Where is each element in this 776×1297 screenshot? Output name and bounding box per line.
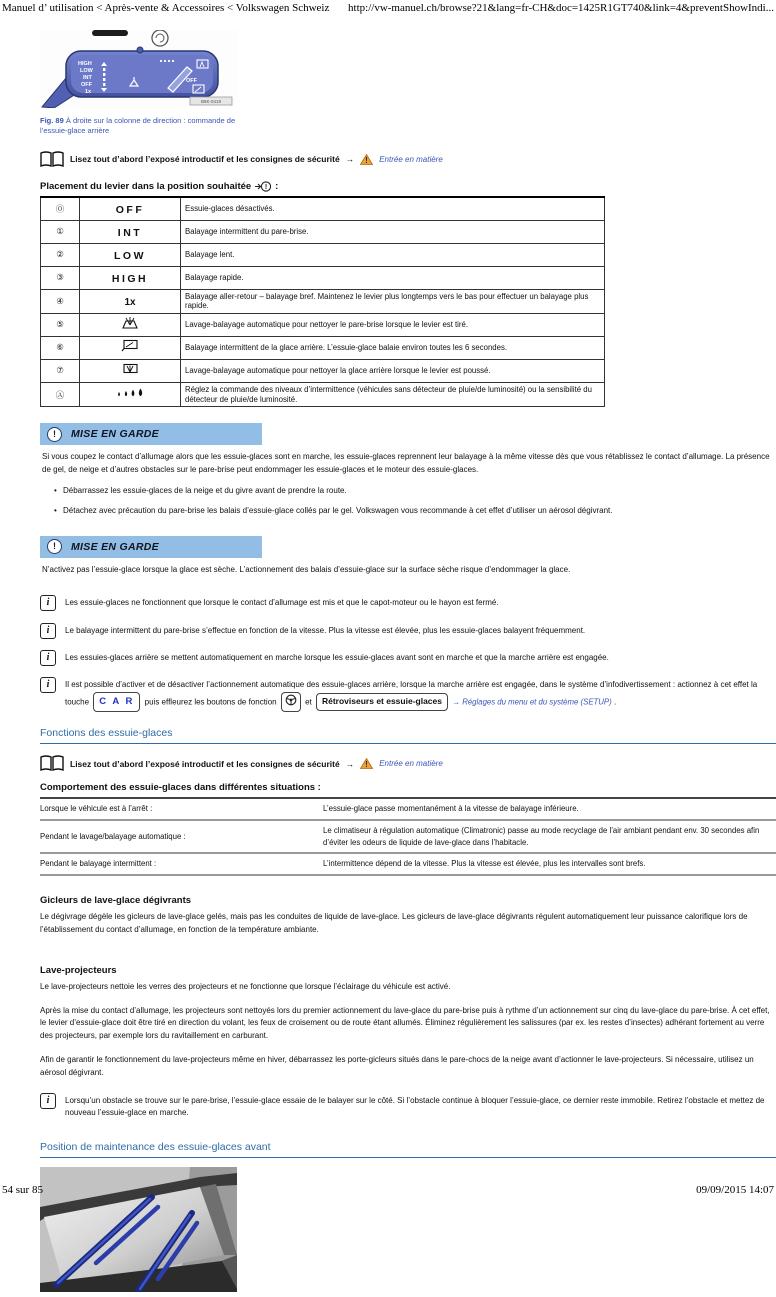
note4-text-1: Il est possible d’activer et de désactiver l’actionnement automatique des essuie-glaces arrière, lorsque la marche arrière est engagée, dans le système d’infodivertissement : actionnez à cet effet la touche [65,679,758,707]
paragraph: Après la mise du contact d’allumage, les projecteurs sont nettoyés lors du premier actionnement du lave-glace du pare-brise puis à rythme d’un actionnement sur cinq du lave-glace du pare-brise. À cet effet, le levier d’essuie-glace doit être tiré en direction du volant, les feux de croisement ou de route étant allumés. Éliminez régulièrement les salissures (par ex. les restes d’insectes) adhérant fortement au verre des projecteurs, par exemple lors du ravitaillement en carburant. [40,1005,770,1041]
table-row [41,289,605,313]
stalk-label-int: INT [83,75,92,81]
reference-arrow: → [345,758,355,769]
position-desc: Lavage-balayage automatique pour nettoyer le pare-brise lorsque le levier est tiré. [181,313,605,336]
stalk-label-off: OFF [81,82,92,88]
placement-heading [40,181,776,192]
page-number: 54 sur 85 [2,1184,43,1196]
manual-page-content [40,0,776,1297]
car-button: C A R [93,692,140,711]
subheading-lave-projecteurs: Lave-projecteurs [40,964,117,976]
svg-text:!: ! [365,155,369,165]
position-key: ⑤ [41,313,80,336]
print-timestamp: 09/09/2015 14:07 [696,1184,774,1196]
info-note-2 [40,623,776,639]
warning-bullet: • Débarrassez les essuie-glaces de la neige et du givre avant de prendre la route. [54,485,776,496]
rear-wiper-intermittent-icon [119,339,141,352]
table-row [41,266,605,289]
warning-box-2 [40,536,776,576]
table-row [41,359,605,382]
header-breadcrumb: Manuel d’ utilisation < Après-vente & Accessoires < Volkswagen Schweiz [2,2,330,14]
lever-positions-table [40,196,605,408]
info-note-text: Les essuies-glaces arrière se mettent automatiquement en marche lorsque les essuie-glaces avant sont en marche et que la marche arrière est engagée. [65,652,609,662]
info-note-3 [40,650,776,666]
table-row [40,820,776,853]
stalk-label-high: HIGH [78,61,92,67]
steering-settings-icon [285,694,297,706]
circled-exclamation-icon: ! [47,539,62,554]
warning-triangle-icon [360,758,373,769]
paragraph: Le dégivrage dégèle les gicleurs de lave-glace gelés, mais pas les conduites de liquide de lave-glace. Les gicleurs de lave-glace dégivrants régulent automatiquement leur puissance calorifique lors de l’établissement du contact d’allumage, en fonction de la température ambiante. [40,912,748,934]
note4-text-3: et [305,697,312,707]
table-row [41,197,605,221]
warning-bullets [54,485,776,516]
entree-en-matiere-link[interactable]: Entrée en matière [379,759,443,769]
position-label-off: OFF [115,203,145,216]
reglages-setup-link[interactable]: → Réglages du menu et du système (SETUP) [452,697,612,707]
info-note-1 [40,595,776,611]
table-row [41,336,605,359]
circled-exclamation-icon: ! [47,427,62,442]
position-key: ⑥ [41,336,80,359]
position-desc: Balayage intermittent du pare-brise. [181,220,605,243]
info-icon: i [40,595,56,611]
wiper-stalk-illustration [40,30,237,108]
position-desc: Balayage lent. [181,243,605,266]
browser-print-footer [2,1184,774,1196]
entree-en-matiere-link[interactable]: Entrée en matière [379,154,443,164]
position-key: ④ [41,289,80,313]
warning-paragraph: N’activez pas l’essuie-glace lorsque la glace est sèche. L’actionnement des balais d’essuie-glace sur la surface sèche risque d’endommager la glace. [42,564,571,574]
info-note-5 [40,1093,776,1121]
position-desc: Réglez la commande des niveaux d’intermittence (véhicules sans détecteur de pluie/de luminosité) ou la sensibilité du détecteur de pluie/de luminosité. [181,382,605,406]
note4-period: . [613,697,617,707]
behavior-desc: L’intermittence dépend de la vitesse. Plus la vitesse est élevée, plus les intervalles sont brefs. [323,853,776,875]
position-key: ⑦ [41,359,80,382]
book-icon [40,755,64,772]
rotary-symbol [152,30,168,46]
windshield-washer-icon [119,316,141,329]
stalk-label-1x: 1x [85,89,92,95]
position-desc: Balayage intermittent de la glace arrière. L’essuie-glace balaie environ toutes les 6 secondes. [181,336,605,359]
info-note-text: Les essuie-glaces ne fonctionnent que lorsque le contact d’allumage est mis et que le capot-moteur ou le hayon est fermé. [65,597,499,607]
position-label-high: HIGH [111,272,149,285]
read-first-text: Lisez tout d’abord l’exposé introductif et les consignes de sécurité [70,758,340,769]
read-first-text: Lisez tout d’abord l’exposé introductif et les consignes de sécurité [70,154,340,164]
warning-title-bar [40,423,262,445]
info-note-text: Lorsqu’un obstacle se trouve sur le pare-brise, l’essuie-glace essaie de le balayer sur le côté. Si l’obstacle continue à bloquer l’essuie-glace, ce dernier reste immobile. Retirez l’obstacle et mettez de nouveau l’essuie-glace en marche. [65,1095,765,1118]
intermittence-droplets-icon [115,386,145,399]
behavior-label: Pendant le balayage intermittent : [40,853,323,875]
position-label-int: INT [117,226,143,239]
position-label-low: LOW [114,249,146,262]
placement-heading-text: Placement du levier dans la position souhaitée [40,180,252,192]
svg-text:!: ! [265,183,268,191]
behavior-desc: L’essuie-glace passe momentanément à la vitesse de balayage inférieure. [323,799,776,820]
position-key: ⓪ [41,197,80,221]
table-row [41,243,605,266]
header-url: http://vw-manuel.ch/browse?21&lang=fr-CH&doc=1425R1GT740&link=4&preventShowIndi... [348,2,774,14]
behavior-label: Pendant le lavage/balayage automatique : [40,820,323,853]
retroviseurs-button: Rétroviseurs et essuie-glaces [316,693,448,711]
behavior-label: Lorsque le véhicule est à l’arrêt : [40,799,323,820]
position-label-1x: 1x [124,297,136,309]
position-desc: Balayage aller-retour – balayage bref. Maintenez le levier plus longtemps vers le bas pour effectuer un balayage plus rapide. [181,289,605,313]
position-desc: Essuie-glaces désactivés. [181,197,605,221]
info-note-text: Le balayage intermittent du pare-brise s’effectue en fonction de la vitesse. Plus la vitesse est élevée, plus les essuie-glaces balayent fréquemment. [65,625,586,635]
warning-title: MISE EN GARDE [71,540,159,553]
rear-washer-icon [119,362,141,375]
figure-caption-text: À droite sur la colonne de direction : commande de l’essuie-glace arrière [40,116,236,135]
table-row [41,220,605,243]
warning-box-1 [40,423,776,516]
svg-text:!: ! [365,760,369,770]
info-icon: i [40,650,56,666]
info-note-text [65,677,776,712]
section-heading-maintenance: Position de maintenance des essuie-glaces avant [40,1141,776,1158]
book-icon [40,151,64,168]
position-desc: Lavage-balayage automatique pour nettoyer la glace arrière lorsque le levier est poussé. [181,359,605,382]
placement-heading-colon: : [275,180,279,192]
read-first-note [40,151,776,168]
figure-reference-icon [255,181,271,192]
warning-title-bar [40,536,262,558]
info-icon: i [40,623,56,639]
warning-paragraph: Si vous coupez le contact d’allumage alors que les essuie-glaces sont en marche, les essuie-glaces reprennent leur balayage à la même vitesse dès que vous rétablissez le contact d’allumage. La présence de gel, de neige et d’autres obstacles sur le pare-brise peut endommager les essuie-glaces et le moteur des essuie-glaces. [42,452,770,474]
behavior-desc: Le climatiseur à régulation automatique (Climatronic) passe au mode recyclage de l’air ambiant pendant env. 30 secondes afin d’éviter les odeurs de liquide de lave-glace dans l’habitacle. [323,820,776,853]
upper-stalk-partial [92,30,128,36]
position-desc: Balayage rapide. [181,266,605,289]
figure-code: B8K-0419 [200,99,222,104]
table-row [41,382,605,406]
position-key: Ⓐ [41,382,80,406]
paragraph: Le lave-projecteurs nettoie les verres des projecteurs et ne fonctionne que lorsque l’éclairage du véhicule est activé. [40,981,451,991]
warning-title: MISE EN GARDE [71,428,159,441]
figure-89-caption [40,116,237,136]
behavior-table [40,799,776,876]
table-row [40,799,776,820]
table-row [40,853,776,875]
subheading-gicleurs: Gicleurs de lave-glace dégivrants [40,895,192,907]
info-icon: i [40,677,56,693]
section-heading-fonctions: Fonctions des essuie-glaces [40,727,776,744]
stalk-label-low: LOW [80,68,93,74]
function-button [281,692,301,713]
info-note-4 [40,677,776,712]
info-icon: i [40,1093,56,1109]
read-first-note-2 [40,755,776,772]
paragraph: Afin de garantir le fonctionnement du lave-projecteurs même en hiver, débarrassez les porte-gicleurs situés dans le pare-chocs de la neige avant d’actionner le lave-projecteurs. Si nécessaire, utilisez un aérosol dégivrant. [40,1054,754,1077]
warning-triangle-icon [360,154,373,165]
behavior-heading: Comportement des essuie-glaces dans différentes situations : [40,782,776,799]
reference-arrow: → [345,154,355,164]
position-key: ① [41,220,80,243]
position-key: ② [41,243,80,266]
figure-caption-label: Fig. 89 [40,116,64,125]
note4-text-2: puis effleurez les boutons de fonction [144,697,277,707]
figure-89-block [40,30,237,136]
stalk-off-right: OFF [186,78,197,84]
table-row [41,313,605,336]
position-key: ③ [41,266,80,289]
warning-bullet: • Détachez avec précaution du pare-brise les balais d’essuie-glace collés par le gel. Volkswagen vous recommande à cet effet d’utiliser un aérosol dégivrant. [54,505,776,516]
